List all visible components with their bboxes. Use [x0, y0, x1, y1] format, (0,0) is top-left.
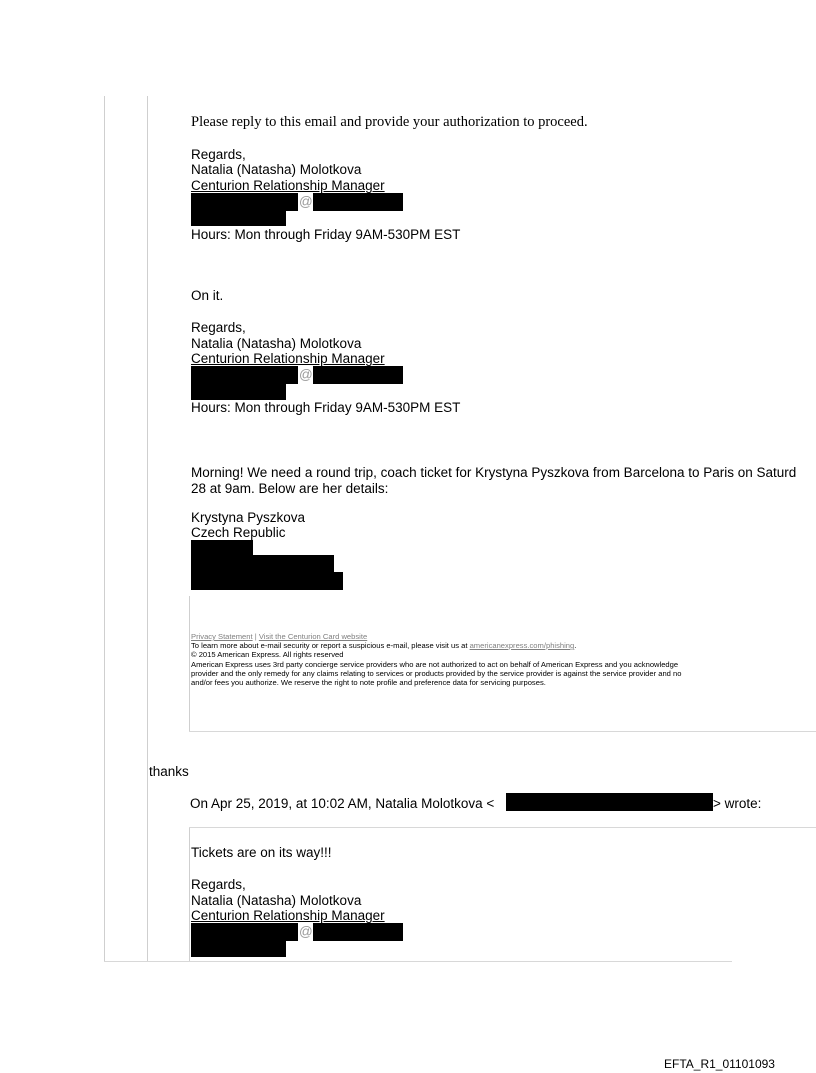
redaction-phone — [191, 211, 286, 226]
signature-hours: Hours: Mon through Friday 9AM-530PM EST — [191, 400, 461, 415]
signature-regards: Regards, — [191, 877, 246, 892]
redaction-passenger-detail-3 — [191, 572, 343, 590]
signature-at: @ — [299, 194, 313, 209]
redaction-phone — [191, 941, 286, 957]
signature-name: Natalia (Natasha) Molotkova — [191, 336, 362, 351]
centurion-website-link[interactable]: Visit the Centurion Card website — [258, 632, 368, 641]
footer-links — [191, 632, 367, 641]
signature-at: @ — [299, 924, 313, 939]
quote-header-suffix: > wrote: — [713, 796, 762, 811]
copyright-text: © 2015 American Express. All rights reserved — [191, 650, 344, 659]
nested-quote-border-top — [189, 596, 190, 731]
signature-name: Natalia (Natasha) Molotkova — [191, 162, 362, 177]
quoted-header-line — [189, 827, 816, 828]
outer-quote-border — [104, 96, 105, 961]
passenger-country: Czech Republic — [191, 525, 286, 540]
redaction-passenger-detail-1 — [191, 540, 253, 555]
nested-quote-border-bottom — [189, 827, 190, 961]
tickets-text: Tickets are on its way!!! — [191, 845, 332, 860]
signature-title: Centurion Relationship Manager — [191, 908, 385, 923]
redaction-email-user — [191, 193, 298, 211]
on-it-text: On it. — [191, 288, 224, 303]
redaction-email-domain — [313, 923, 403, 941]
redaction-phone — [191, 384, 286, 400]
security-notice: To learn more about e-mail security or report a suspicious e-mail, please visit us at americanexpress.com/phishing. — [191, 641, 577, 650]
redaction-passenger-detail-2 — [191, 555, 334, 572]
redaction-email-user — [191, 923, 298, 941]
signature-regards: Regards, — [191, 320, 246, 335]
document-id: EFTA_R1_01101093 — [664, 1057, 775, 1071]
morning-request-line2: 28 at 9am. Below are her details: — [191, 481, 389, 496]
signature-at: @ — [299, 367, 313, 382]
signature-title: Centurion Relationship Manager — [191, 351, 385, 366]
redaction-sender-email — [506, 793, 713, 811]
phishing-link[interactable]: americanexpress.com/phishing — [469, 641, 575, 650]
redaction-email-domain — [313, 366, 403, 384]
passenger-name: Krystyna Pyszkova — [191, 510, 306, 525]
signature-title: Centurion Relationship Manager — [191, 178, 385, 193]
morning-request-line1: Morning! We need a round trip, coach ticket for Krystyna Pyszkova from Barcelona to Paris on Saturd — [191, 465, 797, 480]
signature-hours: Hours: Mon through Friday 9AM-530PM EST — [191, 227, 461, 242]
security-notice-text: To learn more about e-mail security or report a suspicious e-mail, please visit us at — [191, 641, 468, 650]
legal-line-1: American Express uses 3rd party concierge service providers who are not authorized to act on behalf of American Express and you acknowledge — [191, 660, 679, 669]
bottom-border-line — [104, 961, 732, 962]
footer-separator: | — [254, 632, 257, 641]
thanks-text: thanks — [149, 764, 189, 779]
privacy-statement-link[interactable]: Privacy Statement — [191, 632, 253, 641]
signature-regards: Regards, — [191, 147, 246, 162]
signature-name: Natalia (Natasha) Molotkova — [191, 893, 362, 908]
inner-quote-border — [147, 96, 148, 961]
quote-header-prefix: On Apr 25, 2019, at 10:02 AM, Natalia Molotkova < — [190, 796, 495, 811]
reply-request-text: Please reply to this email and provide your authorization to proceed. — [191, 114, 588, 130]
nested-quote-bottom-line — [189, 731, 816, 732]
redaction-email-domain — [313, 193, 403, 211]
legal-line-2: provider and the only remedy for any claims relating to services or products provided by the service provider is against the service provider and no — [191, 669, 682, 678]
redaction-email-user — [191, 366, 298, 384]
legal-line-3: and/or fees you authorize. We reserve the right to note profile and preference data for servicing purposes. — [191, 678, 546, 687]
